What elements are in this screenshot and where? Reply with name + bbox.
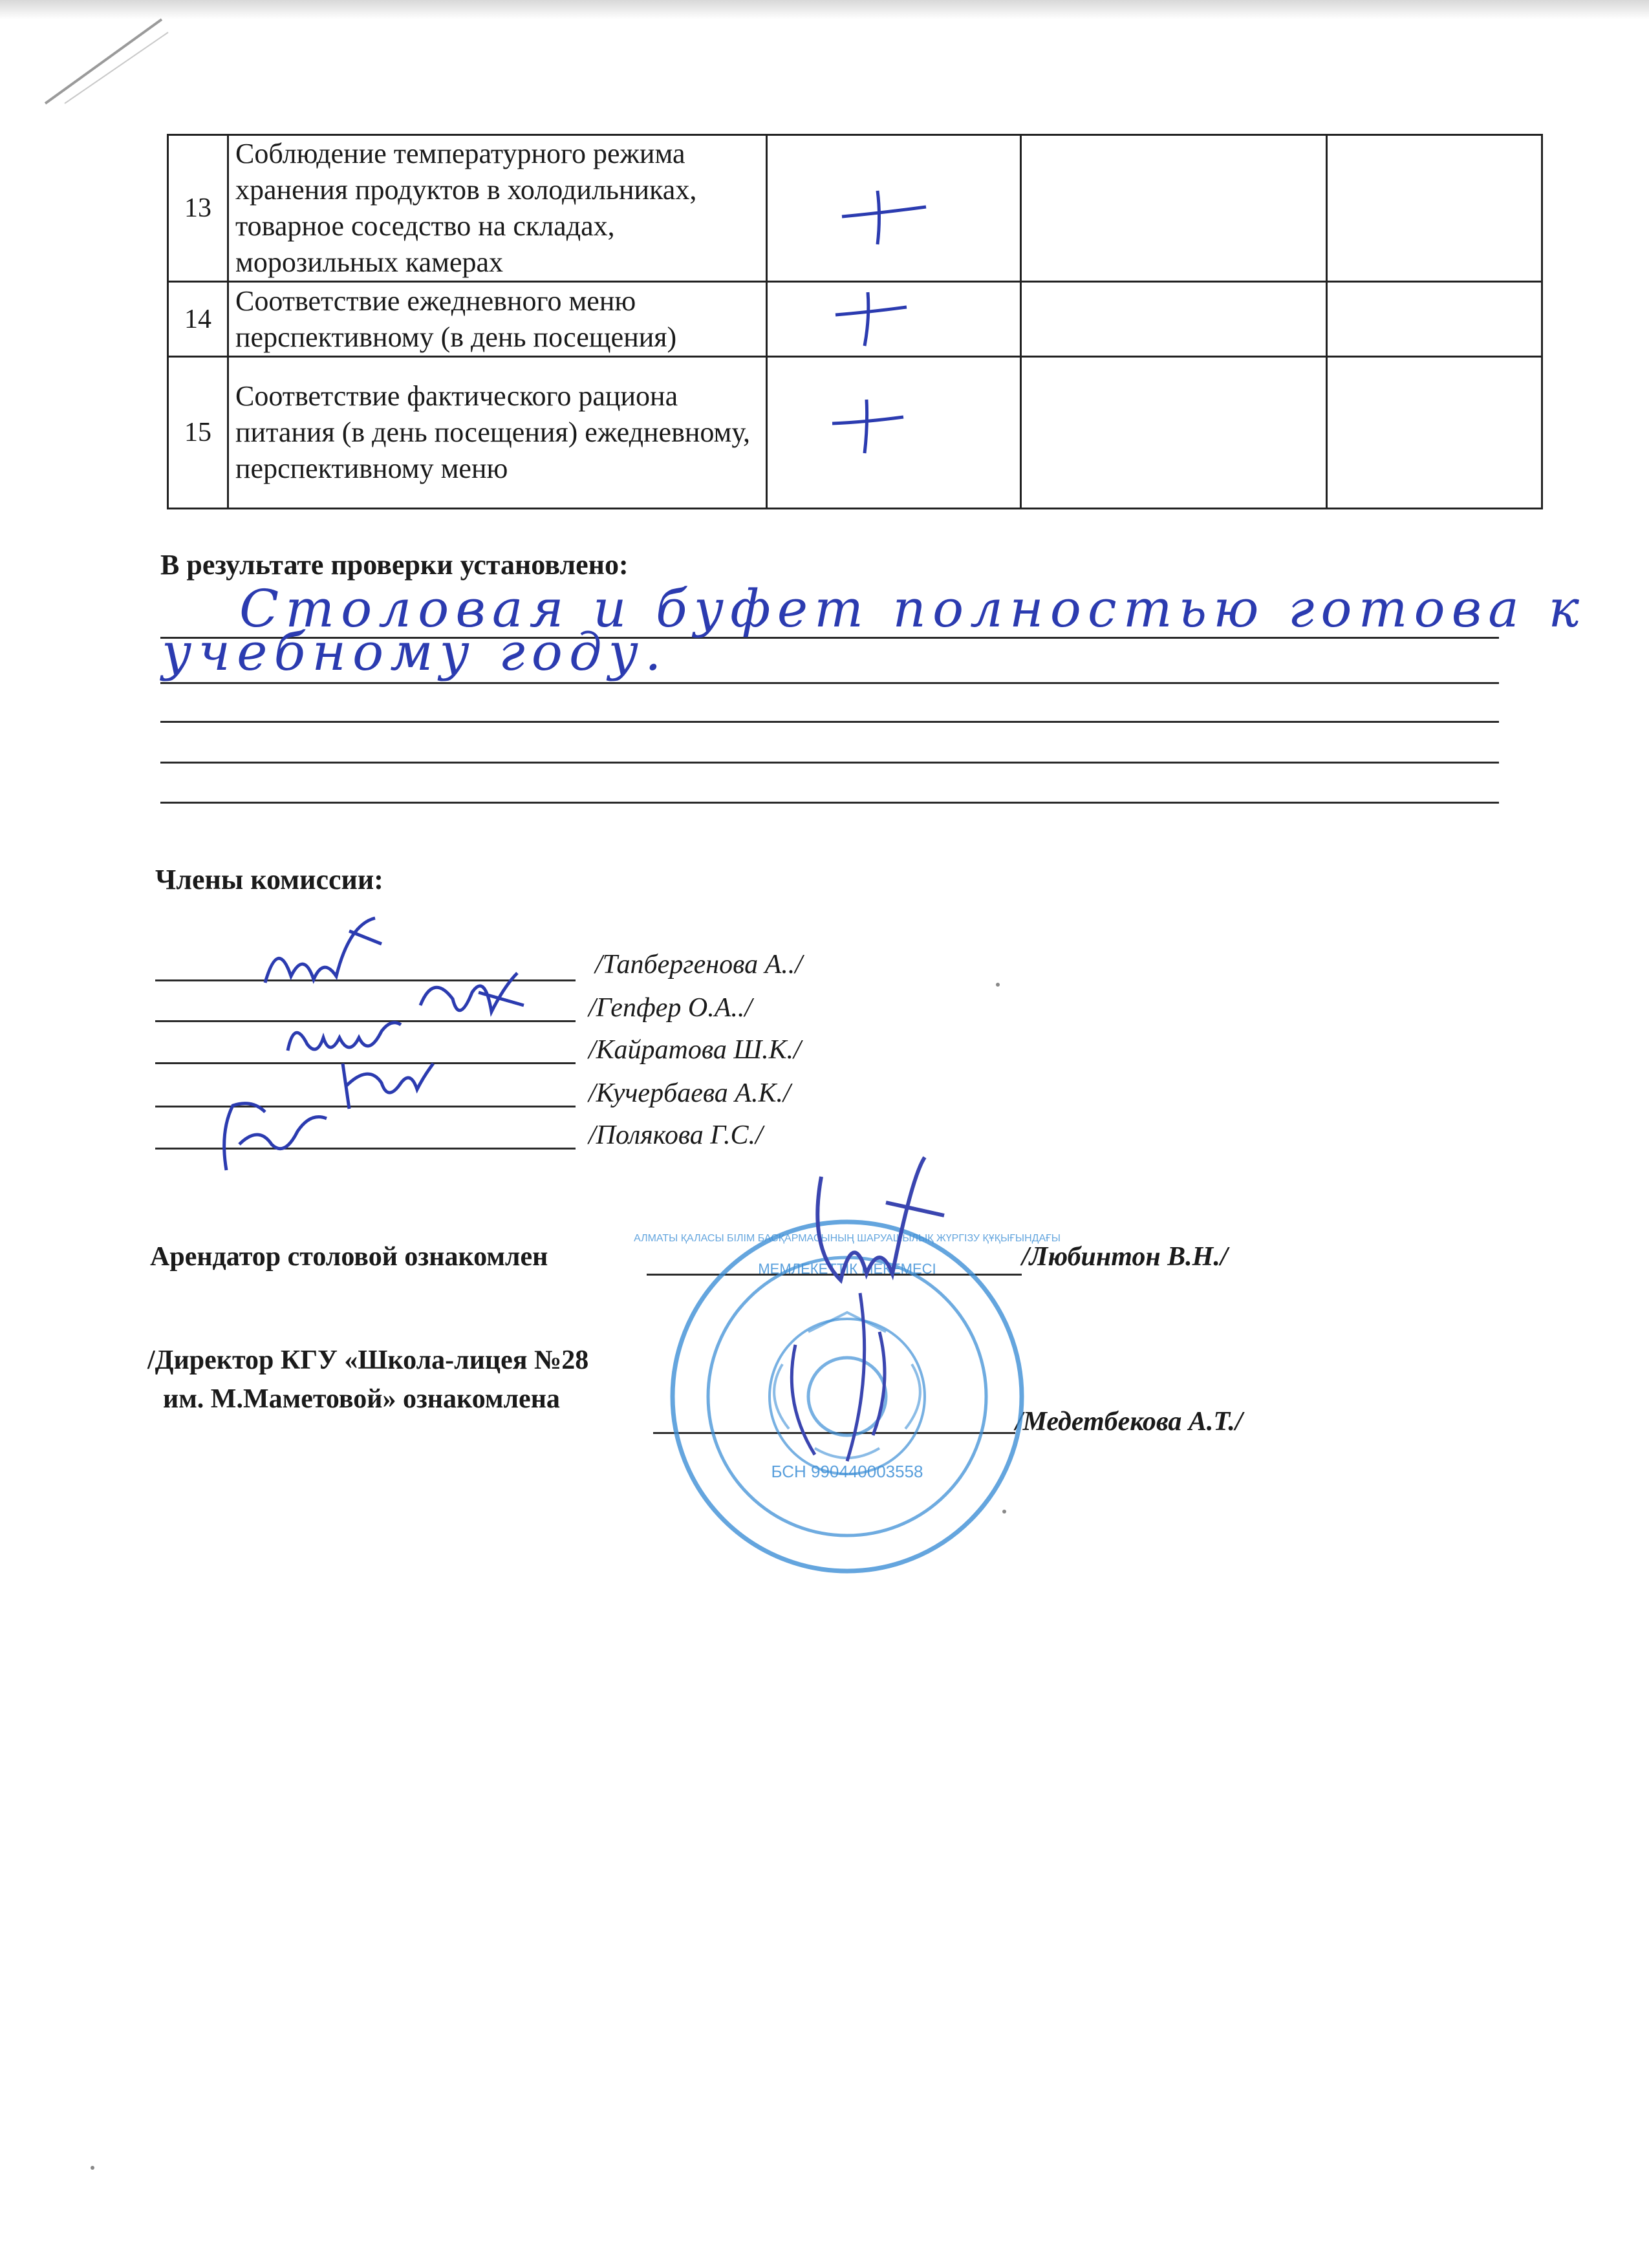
scan-speck — [996, 983, 1000, 987]
row-number: 15 — [168, 357, 228, 509]
tenant-label: Арендатор столовой ознакомлен — [150, 1242, 548, 1272]
result-line — [160, 682, 1499, 684]
commission-member: /Кучербаева А.К./ — [588, 1078, 791, 1108]
empty-cell — [1327, 135, 1542, 282]
empty-cell — [1327, 357, 1542, 509]
handwritten-plus-mark — [829, 396, 907, 455]
row-number: 14 — [168, 282, 228, 357]
commission-member: /Кайратова Ш.К./ — [588, 1035, 801, 1065]
handwritten-plus-mark — [832, 289, 910, 347]
criterion-text: Соответствие фактического рациона питания (в день посещения) ежедневному, перспективному меню — [228, 357, 767, 509]
scan-speck — [1002, 1510, 1006, 1514]
stamp-id-text: БСН 990440003558 — [771, 1462, 923, 1481]
criterion-text: Соблюдение температурного режима хранения продуктов в холодильниках, товарное соседство на складах, морозильных камерах — [228, 135, 767, 282]
tenant-signature-mark — [795, 1151, 951, 1300]
result-heading: В результате проверки установлено: — [160, 549, 629, 581]
tenant-name: /Любинтон В.Н./ — [1022, 1242, 1228, 1272]
commission-member: /Тапбергенова А../ — [595, 950, 803, 979]
table-row — [168, 282, 1542, 357]
empty-cell — [1327, 282, 1542, 357]
checklist-table — [167, 134, 1543, 509]
stamp-outer-text: АЛМАТЫ ҚАЛАСЫ БІЛІМ БАСҚАРМАСЫНЫҢ ШАРУАШЫЛЫҚ ЖҮРГІЗУ ҚҰҚЫҒЫНДАҒЫ — [634, 1233, 1061, 1244]
signature-mark — [252, 912, 394, 996]
stamp-inner-text: МЕМЛЕКЕТТІК МЕКЕМЕСІ — [758, 1261, 936, 1277]
table-row — [168, 357, 1542, 509]
mark-cell — [767, 135, 1021, 282]
handwritten-plus-mark — [839, 187, 929, 246]
row-number: 13 — [168, 135, 228, 282]
director-name: /Медетбекова А.Т./ — [1015, 1407, 1243, 1437]
handwritten-conclusion-line-1: Столовая и буфет полностью готова к — [239, 579, 1586, 639]
mark-cell — [767, 357, 1021, 509]
scan-speck — [91, 2166, 94, 2170]
mark-cell — [767, 282, 1021, 357]
handwritten-conclusion-line-2: учебному году. — [162, 622, 668, 682]
director-label-line-1: /Директор КГУ «Школа-лицея №28 — [147, 1345, 589, 1375]
table-row — [168, 135, 1542, 282]
commission-heading: Члены комиссии: — [155, 864, 383, 895]
result-line — [160, 762, 1499, 764]
signature-mark — [330, 1051, 440, 1115]
empty-cell — [1021, 135, 1327, 282]
scan-edge — [0, 0, 1649, 19]
scan-artifact-mark — [39, 13, 168, 110]
signature-mark — [207, 1093, 336, 1183]
result-line — [160, 802, 1499, 804]
commission-member: /Полякова Г.С./ — [588, 1120, 763, 1150]
signature-mark — [414, 967, 530, 1038]
result-line — [160, 721, 1499, 723]
commission-member: /Гепфер О.А../ — [588, 993, 753, 1023]
criterion-text: Соответствие ежедневного меню перспективному (в день посещения) — [228, 282, 767, 357]
empty-cell — [1021, 357, 1327, 509]
director-label-line-2: им. М.Маметовой» ознакомлена — [163, 1384, 560, 1414]
empty-cell — [1021, 282, 1327, 357]
